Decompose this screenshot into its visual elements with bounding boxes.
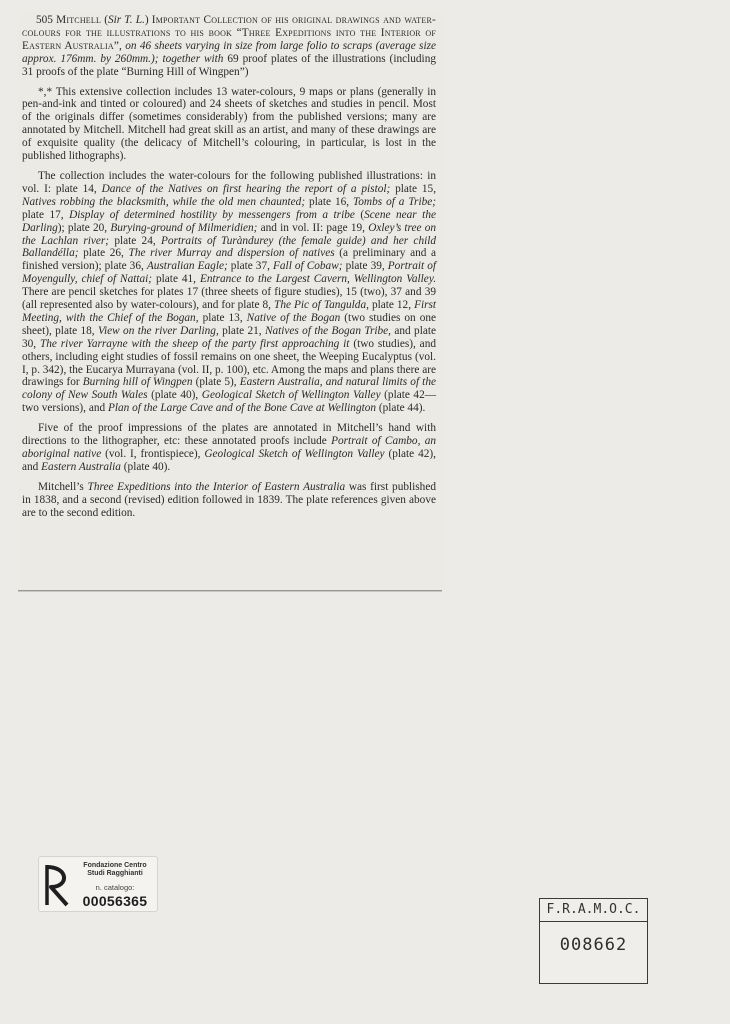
plate-title: Natives robbing the blacksmith, while the old men chaunted;: [22, 195, 306, 208]
text-run: plate 24,: [114, 234, 156, 247]
framoc-stamp: [539, 898, 648, 984]
book-title: Three Expeditions into the Interior of Eastern Australia: [87, 480, 346, 493]
proofs-paragraph: [22, 422, 436, 474]
text-run: (plate 40),: [151, 389, 199, 402]
text-run: plate 41,: [156, 273, 197, 286]
text-run: The collection includes the water-colours for the following published illustrations: in vol. I: plate 14,: [22, 169, 436, 195]
text-run: Mitchell’s: [38, 480, 84, 493]
text-run: (a preliminary and a finished version); plate 36,: [22, 247, 437, 273]
plate-title: The river Murray and dispersion of natives: [128, 247, 335, 260]
plate-title: Eastern Australia, and natural limits of the colony of New South Wales: [22, 376, 436, 402]
lot-title: Important Collection of his original drawings and water-colours for the illustrations to his book “Three Expeditions into the Interior of Eastern Australia”: [22, 14, 436, 52]
plate-title: Natives of the Bogan Tribe,: [264, 324, 392, 337]
text-run: Five of the proof impressions of the plates are annotated in Mitchell’s hand with directions to the lithographer, etc: these annotated proofs include: [22, 422, 436, 448]
plate-title: The river Yarrayne with the sheep of the party first approaching it: [39, 337, 350, 350]
text-run: and plate 30,: [22, 324, 436, 350]
plate-title: Geological Sketch of Wellington Valley: [201, 389, 381, 402]
plate-title: View on the river Darling,: [97, 324, 219, 337]
text-run: (two studies on one sheet), plate 18,: [22, 311, 437, 337]
catalog-number: 00056365: [82, 893, 148, 909]
institution-name: [75, 862, 155, 878]
text-run: (two studies), and others, including eight studies of fossil remains on one sheet, the Weeping Eucalyptus (vol. I, p. 342), the Eucarya Murrayana (vol. II, p. 100), etc. Among the maps and plans there are drawings for: [22, 337, 436, 389]
author-name: Mitchell: [56, 14, 102, 26]
plate-title: Geological Sketch of Wellington Valley: [204, 448, 385, 460]
catalogue-clipping: [18, 10, 442, 591]
text-run: (: [360, 208, 365, 221]
ragghianti-logo-icon: [43, 863, 73, 907]
text-run: and in vol. II: page 19,: [260, 221, 365, 234]
stamp-number: 008662: [559, 935, 628, 955]
text-run: (plate 42—two versions), and: [22, 389, 437, 415]
together-with: together with: [162, 52, 224, 65]
plate-title: Eastern Australia: [41, 460, 121, 473]
plate-title: Portrait of Cambo, an aboriginal native: [22, 435, 437, 460]
text-run: plate 17,: [22, 208, 64, 221]
catalog-label: [38, 856, 158, 912]
author-initials: Sir T. L.: [107, 14, 145, 26]
text-run: (plate 5),: [195, 376, 237, 389]
stamp-header: F.R.A.M.O.C.: [540, 899, 647, 922]
plate-title: First Meeting, with the Chief of the Bogan,: [22, 299, 437, 324]
institution-line-2: Studi Ragghianti: [87, 870, 143, 877]
plate-title: Burying-ground of Milmeridien;: [110, 221, 258, 234]
size-note: on 46 sheets varying in size from large folio to scraps (average size approx. 176mm. by 260mm.);: [22, 39, 436, 65]
plate-title: Tombs of a Tribe;: [353, 195, 437, 208]
plate-title: Portrait of Moyengully, chief of Nattai;: [22, 260, 437, 286]
plate-title: Fall of Cobaw;: [273, 260, 343, 273]
plate-title: Scene near the Darling: [22, 208, 436, 234]
summary-paragraph: [22, 86, 436, 163]
text-run: plate 16,: [309, 195, 350, 208]
text-run: plate 13,: [202, 311, 243, 324]
edition-paragraph: [22, 481, 436, 520]
text-run: plate 39,: [345, 260, 385, 273]
entry-text: [22, 14, 436, 527]
proofs-note: 69 proof plates of the illustrations (including 31 proofs of the plate “Burning Hill of Wingpen”): [22, 52, 436, 78]
plate-title: Australian Eagle;: [146, 260, 228, 273]
text-run: plate 12,: [371, 299, 412, 312]
text-run: (plate 40).: [123, 460, 171, 473]
text-run: plate 15,: [395, 182, 437, 195]
text-run: plate 26,: [83, 247, 124, 260]
plate-title: Display of determined hostility by messengers from a tribe: [69, 208, 355, 221]
catalog-caption: n. catalogo:: [95, 883, 135, 892]
plate-title: Portraits of Turàndurey (the female guide) and her child Ballandélla;: [22, 234, 437, 260]
text-run: (vol. I, frontispiece),: [105, 448, 201, 460]
entry-heading-paragraph: 505 Mitchell (Sir T. L.) Important Collection of his original drawings and water-colours for the illustrations to his book “Three Expeditions into the Interior of Eastern Australia”, on 46 sheets varying in size from large folio to scraps (average size approx. 176mm. by 260mm.); together with 69 proof plates of the illustrations (including 31 proofs of the plate “Burning Hill of Wingpen”): [22, 14, 436, 78]
plate-title: Dance of the Natives on first hearing the report of a pistol;: [101, 182, 391, 195]
summary-text: This extensive collection includes 13 water-colours, 9 maps or plans (generally in pen-and-ink and tinted or coloured) and 24 sheets of sketches and studies in pencil. Most of the originals differ (sometimes considerably) from the published versions; many are annotated by Mitchell. Mitchell had great skill as an artist, and many of these drawings are of exquisite quality (the delicacy of Mitchell’s colouring, in particular, is lost in the published lithographs).: [22, 85, 437, 163]
asterism: *,*: [38, 85, 53, 98]
institution-line-1: Fondazione Centro: [83, 862, 147, 869]
text-run: (plate 42), and: [22, 448, 436, 473]
text-run: There are pencil sketches for plates 17 (three sheets of figure studies), 15 (two), 37 and 39 (all represented also by water-colours), and for plate 8,: [22, 286, 436, 312]
plate-title: Oxley’s tree on the Lachlan river;: [22, 221, 437, 247]
text-run: ); plate 20,: [57, 221, 108, 234]
lot-number: 505: [36, 14, 53, 26]
text-run: was first published in 1838, and a second (revised) edition followed in 1839. The plate references given above are to the second edition.: [22, 480, 436, 519]
plate-title: Burning hill of Wingpen: [82, 376, 193, 389]
text-run: (plate 44).: [378, 402, 426, 415]
plate-title: Plan of the Large Cave and of the Bone Cave at Wellington: [107, 402, 377, 415]
plate-title: Entrance to the Largest Cavern, Wellington Valley.: [199, 273, 437, 286]
plate-title: Native of the Bogan: [246, 311, 341, 324]
text-run: plate 21,: [222, 324, 262, 337]
plate-title: The Pic of Tangulda,: [274, 299, 369, 312]
illustrations-paragraph: [22, 170, 436, 415]
text-run: plate 37,: [230, 260, 270, 273]
